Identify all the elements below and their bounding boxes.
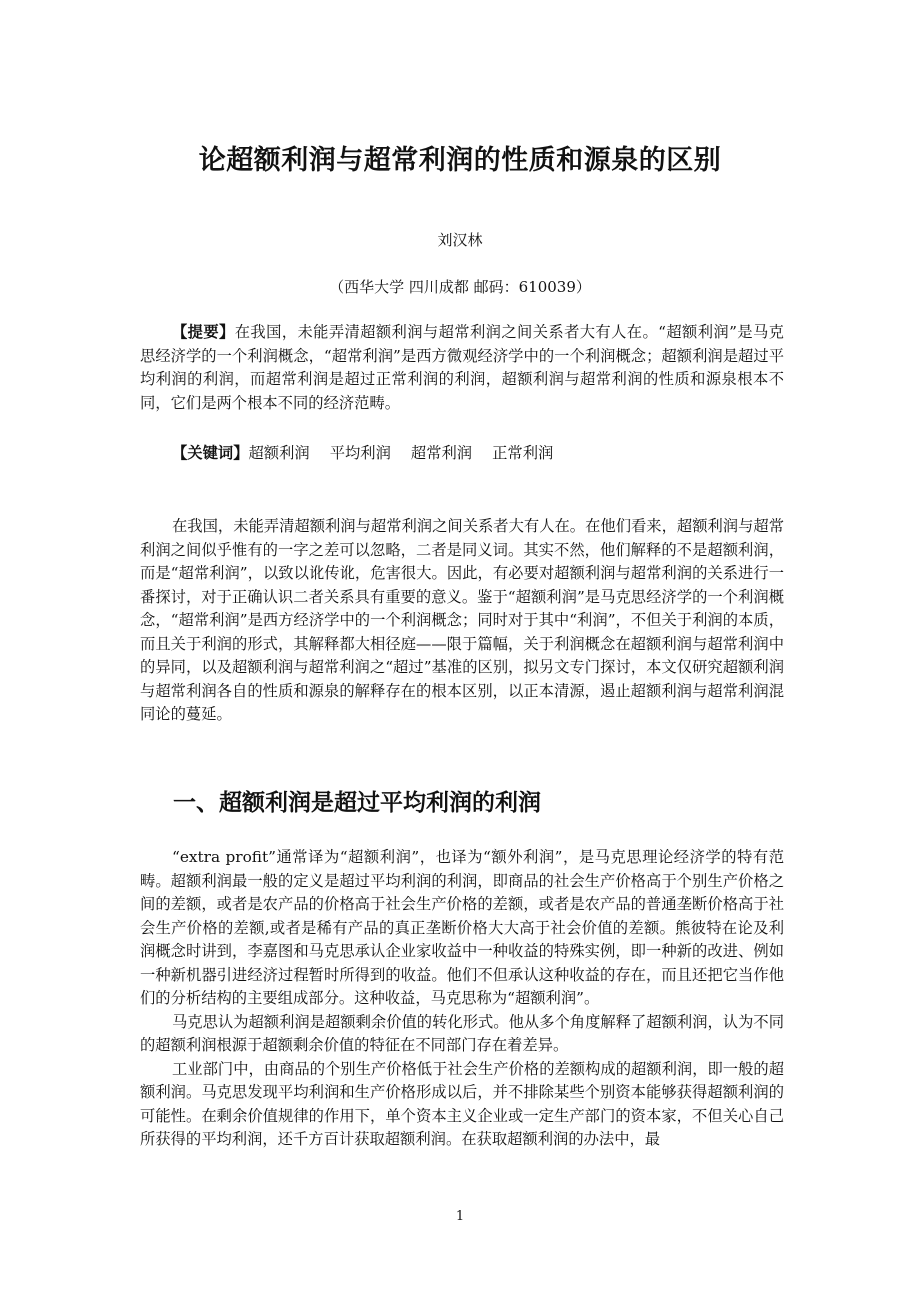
body-paragraph: 工业部门中，由商品的个别生产价格低于社会生产价格的差额构成的超额利润，即一般的超额利润。马克思发现平均利润和生产价格形成以后，并不排除某些个别资本能够获得超额利润的可能性。在剩余价值规律的作用下，单个资本主义企业或一定生产部门的资本家，不但关心自己所获得的平均利润，还千方百计获取超额利润。在获取超额利润的办法中，最 xyxy=(140,1059,784,1148)
abstract-text: 在我国，未能弄清超额利润与超常利润之间关系者大有人在。“超额利润”是马克思经济学的一个利润概念，“超常利润”是西方微观经济学中的一个利润概念；超额利润是超过平均利润的利润，而超常利润是超过正常利润的利润，超额利润与超常利润的性质和源泉根本不同，它们是两个根本不同的经济范畴。 xyxy=(140,323,784,412)
body-paragraph: 马克思认为超额利润是超额剩余价值的转化形式。他从多个角度解释了超额利润，认为不同的超额利润根源于超额剩余价值的特征在不同部门存在着差异。 xyxy=(140,1012,784,1054)
author-name: 刘汉林 xyxy=(437,231,483,249)
keyword: 平均利润 xyxy=(329,444,391,462)
keywords xyxy=(140,442,784,466)
body-paragraph: “extra profit”通常译为“超额利润”，也译为“额外利润”，是马克思理论经济学的特有范畴。超额利润最一般的定义是超过平均利润的利润，即商品的社会生产价格高于个别生产价格之间的差额，或者是农产品的价格高于社会生产价格的差额，或者是农产品的普通垄断价格高于社会生产价格的差额,或者是稀有产品的真正垄断价格大大高于社会价值的差额。熊彼特在论及利润概念时讲到，李嘉图和马克思承认企业家收益中一种收益的特殊实例，即一种新的改进、例如一种新机器引进经济过程暂时所得到的收益。他们不但承认这种收益的存在，而且还把它当作他们的分析结构的主要组成部分。这种收益，马克思称为“超额利润”。 xyxy=(140,848,784,1007)
abstract-label: 【提要】 xyxy=(172,323,235,341)
author-affiliation: （西华大学 四川成都 邮码：610039） xyxy=(329,278,591,296)
keyword: 超额利润 xyxy=(248,444,310,462)
page-number: 1 xyxy=(455,1209,465,1224)
keyword: 正常利润 xyxy=(492,444,554,462)
intro-paragraph: 在我国，未能弄清超额利润与超常利润之间关系者大有人在。在他们看来，超额利润与超常利润之间似乎惟有的一字之差可以忽略，二者是同义词。其实不然，他们解释的不是超额利润，而是“超常利润”，以致以讹传讹，危害很大。因此，有必要对超额利润与超常利润的关系进行一番探讨，对于正确认识二者关系具有重要的意义。鉴于“超额利润”是马克思经济学的一个利润概念，“超常利润”是西方经济学中的一个利润概念；同时对于其中“利润”，不但关于利润的本质，而且关于利润的形式，其解释都大相径庭——限于篇幅，关于利润概念在超额利润与超常利润中的异同，以及超额利润与超常利润之“超过”基准的区别，拟另文专门探讨，本文仅研究超额利润与超常利润各自的性质和源泉的解释存在的根本区别，以正本清源，遏止超额利润与超常利润混同论的蔓延。 xyxy=(140,517,784,723)
abstract xyxy=(140,321,784,415)
keyword: 超常利润 xyxy=(410,444,473,462)
section-body xyxy=(140,846,784,1152)
keywords-label: 【关键词】 xyxy=(172,444,249,462)
paper-title: 论超额利润与超常利润的性质和源泉的区别 xyxy=(198,145,722,176)
section-heading: 一、超额利润是超过平均利润的利润 xyxy=(173,790,541,816)
